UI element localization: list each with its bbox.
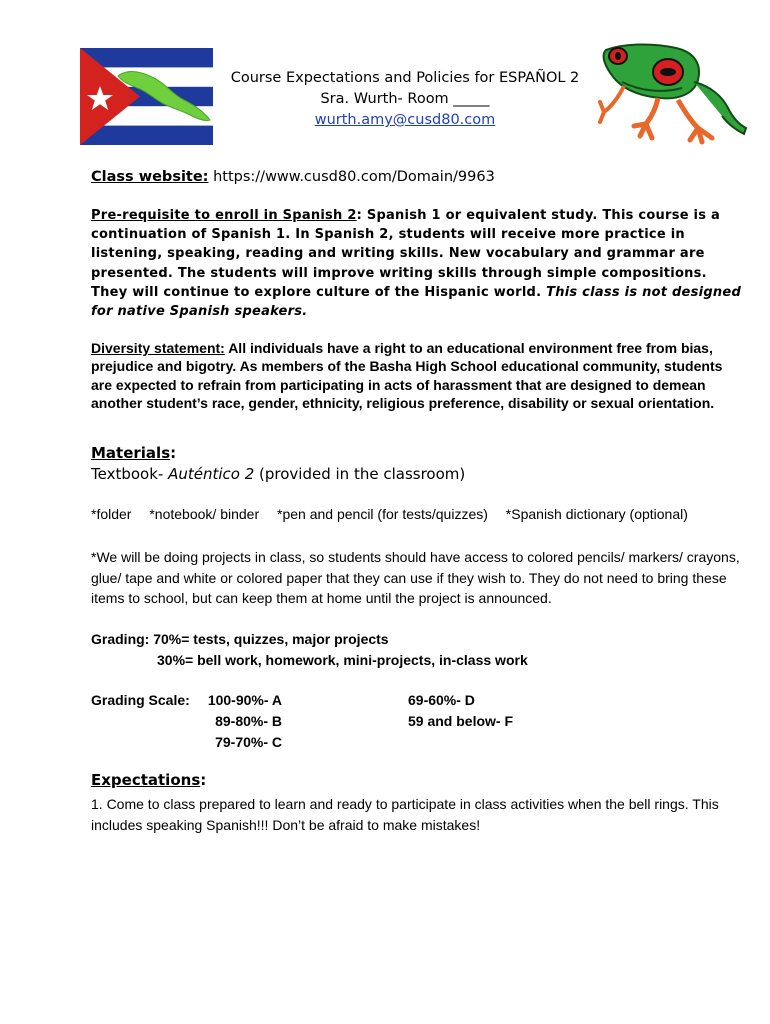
diversity-label: Diversity statement: xyxy=(91,340,225,356)
class-website-line xyxy=(91,169,741,185)
textbook-name: Auténtico 2 xyxy=(168,465,255,483)
grade-range: 79-70%- C xyxy=(215,734,282,750)
prerequisite-label: Pre-requisite to enroll in Spanish 2 xyxy=(91,208,357,223)
grading-breakdown xyxy=(91,629,741,671)
materials-colon: : xyxy=(170,444,177,462)
supply-item: *pen and pencil (for tests/quizzes) xyxy=(277,506,488,522)
materials-heading xyxy=(91,444,741,462)
supply-item: *Spanish dictionary (optional) xyxy=(505,506,688,522)
grade-range: 59 and below- F xyxy=(408,713,514,729)
grading-scale-left-column xyxy=(91,690,282,753)
supply-item: *notebook/ binder xyxy=(149,506,260,522)
supplies-list xyxy=(91,506,741,522)
supply-item: *folder xyxy=(91,506,132,522)
expectations-heading xyxy=(91,771,741,789)
document-header xyxy=(215,68,595,131)
native-speakers-note: This class is not designed for native Spanish speakers. xyxy=(91,284,742,320)
class-website-url: https://www.cusd80.com/Domain/9963 xyxy=(213,169,495,185)
expectation-item: 1. Come to class prepared to learn and ready to participate in class activities when the bell rings. This includes speaking Spanish!!! Don’t be afraid to make mistakes! xyxy=(91,796,719,833)
grading-scale-right-column xyxy=(408,690,513,732)
grade-range: 69-60%- D xyxy=(408,692,475,708)
expectations-title: Expectations xyxy=(91,771,201,789)
diversity-paragraph xyxy=(91,339,741,412)
textbook-line xyxy=(91,465,741,483)
frog-illustration xyxy=(598,42,748,152)
textbook-suffix: (provided in the classroom) xyxy=(254,465,466,483)
grading-line-1: Grading: 70%= tests, quizzes, major projects xyxy=(91,631,389,647)
prerequisite-text: : Spanish 1 or equivalent study. This course is a continuation of Spanish 1. In Spanish 2, students will receive more practice in listening, speaking, reading and writing skills. New vocabulary and grammar are presented. The students will improve writing skills through simple compositions. They will continue to explore culture of the Hispanic world. xyxy=(91,208,721,300)
course-title: Course Expectations and Policies for ESPAÑOL 2 xyxy=(230,70,580,86)
cuba-flag-image xyxy=(80,48,213,145)
projects-note: *We will be doing projects in class, so students should have access to colored pencils/ markers/ crayons, glue/ tape and white or colored paper that they can use if they wish to. They do not need to bring these items to school, but can keep them at home until the project is announced. xyxy=(91,549,740,607)
grading-scale-label: Grading Scale: xyxy=(91,692,190,708)
diversity-text: All individuals have a right to an educational environment free from bias, prejudice and bigotry. As members of the Basha High School educational community, students are expected to refrain from participating in acts of harassment that are designed to demean another student’s race, gender, ethnicity, religious preference, disability or sexual orientation. xyxy=(91,340,723,411)
prerequisite-paragraph xyxy=(91,206,746,321)
grade-range: 89-80%- B xyxy=(215,713,282,729)
teacher-room: Sra. Wurth- Room _____ xyxy=(320,91,490,107)
expectations-colon: : xyxy=(200,771,207,789)
teacher-email-link[interactable]: wurth.amy@cusd80.com xyxy=(314,112,496,128)
grading-line-2: 30%= bell work, homework, mini-projects, in-class work xyxy=(157,652,528,668)
class-website-label: Class website: xyxy=(91,169,209,185)
grade-range: 100-90%- A xyxy=(207,692,282,708)
textbook-prefix: Textbook- xyxy=(91,465,169,483)
materials-title: Materials xyxy=(91,444,171,462)
